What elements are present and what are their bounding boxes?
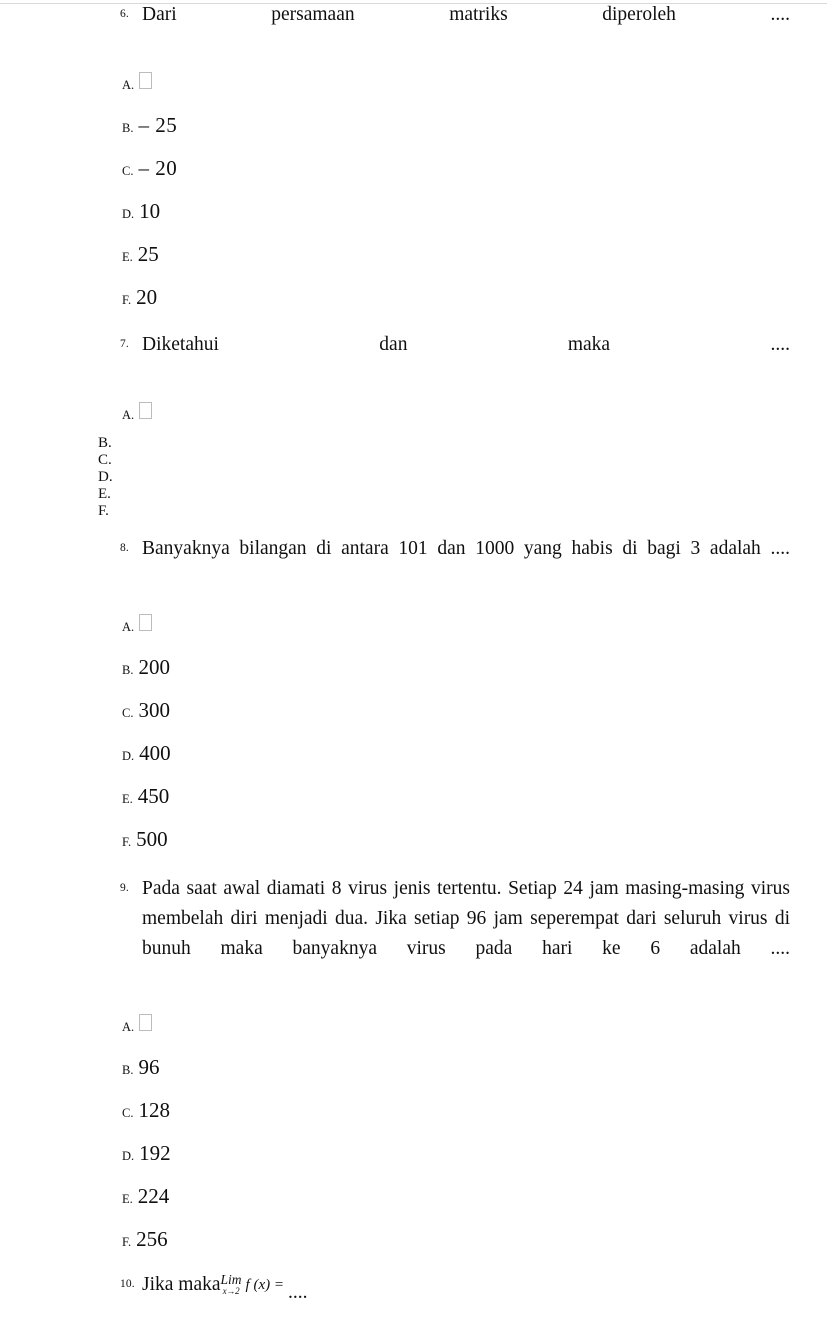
option-item[interactable] (0, 189, 827, 232)
option-letter: A. (122, 408, 135, 422)
option-item[interactable] (0, 390, 827, 433)
option-letter: F. (122, 835, 132, 849)
option-letter: A. (122, 78, 135, 92)
options-list (0, 60, 827, 318)
question-number: 9. (120, 882, 129, 894)
option-item[interactable] (98, 486, 827, 503)
empty-options-list (0, 433, 827, 520)
question-number: 7. (120, 338, 129, 350)
option-value: 25 (137, 241, 159, 266)
question-text: Banyaknya bilangan di antara 101 dan 1000 yang habis di bagi 3 adalah .... (142, 538, 790, 559)
option-item[interactable] (0, 645, 827, 688)
question-text: Pada saat awal diamati 8 virus jenis tertentu. Setiap 24 jam masing-masing virus membelah diri menjadi dua. Jika setiap 96 jam seperempat dari seluruh virus di bunuh maka banyaknya virus pada hari ke 6 adalah .... (142, 878, 790, 959)
question-text: Diketahui dan maka .... (142, 334, 790, 355)
missing-image-icon (139, 614, 152, 631)
question-text: Jika maka (142, 1274, 221, 1295)
option-value: 96 (138, 1054, 160, 1079)
option-value: 128 (138, 1097, 170, 1122)
option-item[interactable] (0, 731, 827, 774)
option-letter: C. (98, 452, 112, 468)
option-letter: A. (122, 620, 135, 634)
option-item[interactable] (0, 1131, 827, 1174)
trailing-dots: .... (287, 1281, 308, 1303)
limit-subscript: x→2 (222, 1286, 240, 1297)
vertical-scrollbar[interactable] (812, 0, 827, 1236)
limit-operator-group (221, 1273, 242, 1296)
option-item[interactable] (0, 60, 827, 103)
option-letter: B. (122, 121, 134, 135)
option-item[interactable] (0, 774, 827, 817)
question-text-row (0, 1270, 827, 1331)
option-item[interactable] (0, 1045, 827, 1088)
option-letter: E. (122, 792, 133, 806)
option-letter: B. (122, 663, 134, 677)
option-item[interactable] (0, 232, 827, 275)
question-block (0, 534, 827, 860)
options-list (0, 390, 827, 433)
option-item[interactable] (0, 817, 827, 860)
option-value: – 25 (138, 112, 178, 137)
question-number: 10. (120, 1278, 135, 1290)
option-letter: C. (122, 1106, 134, 1120)
option-item[interactable] (0, 1088, 827, 1131)
option-item[interactable] (0, 275, 827, 318)
option-item[interactable] (0, 1174, 827, 1217)
option-value: 20 (136, 284, 158, 309)
missing-image-icon (139, 1014, 152, 1031)
option-letter: B. (98, 435, 112, 451)
option-value: 500 (136, 826, 168, 851)
option-value: – 20 (138, 155, 178, 180)
option-letter: C. (122, 164, 134, 178)
option-value: 10 (139, 198, 161, 223)
question-number: 8. (120, 542, 129, 554)
option-item[interactable] (0, 688, 827, 731)
limit-operator: Lim (220, 1272, 242, 1288)
options-list (0, 1002, 827, 1260)
option-item[interactable] (98, 469, 827, 486)
function-expression: f (x) = (245, 1276, 284, 1293)
option-value: 300 (138, 697, 170, 722)
option-letter: F. (122, 1235, 132, 1249)
option-letter: B. (122, 1063, 134, 1077)
option-letter: F. (122, 293, 132, 307)
question-text-row (0, 0, 827, 60)
option-item[interactable] (98, 452, 827, 469)
option-item[interactable] (98, 503, 827, 520)
option-letter: C. (122, 706, 134, 720)
option-letter: D. (122, 207, 135, 221)
question-text-row (0, 330, 827, 390)
missing-image-icon (139, 72, 152, 89)
question-text: Dari persamaan matriks diperoleh .... (142, 4, 790, 25)
option-letter: D. (122, 1149, 135, 1163)
option-value: 224 (137, 1183, 170, 1208)
question-text-row (0, 534, 827, 594)
option-letter: E. (98, 486, 111, 502)
option-value: 450 (137, 783, 170, 808)
option-letter: F. (98, 503, 109, 519)
option-value: 192 (139, 1140, 171, 1165)
option-item[interactable] (0, 146, 827, 189)
option-item[interactable] (0, 602, 827, 645)
option-letter: D. (98, 469, 113, 485)
option-value: 400 (139, 740, 171, 765)
option-value: 256 (136, 1226, 168, 1251)
question-text-row (0, 874, 827, 994)
option-letter: A. (122, 1020, 135, 1034)
option-value: 200 (138, 654, 170, 679)
option-item[interactable] (0, 103, 827, 146)
question-block (0, 1270, 827, 1331)
option-letter: E. (122, 250, 133, 264)
question-block (0, 874, 827, 1260)
missing-image-icon (139, 402, 152, 419)
option-item[interactable] (0, 1002, 827, 1045)
option-item[interactable] (0, 1217, 827, 1260)
options-list (0, 602, 827, 860)
option-item[interactable] (98, 435, 827, 452)
option-letter: D. (122, 749, 135, 763)
question-number: 6. (120, 8, 129, 20)
option-letter: E. (122, 1192, 133, 1206)
question-block (0, 0, 827, 318)
question-block (0, 330, 827, 520)
limit-expression (221, 1269, 284, 1300)
